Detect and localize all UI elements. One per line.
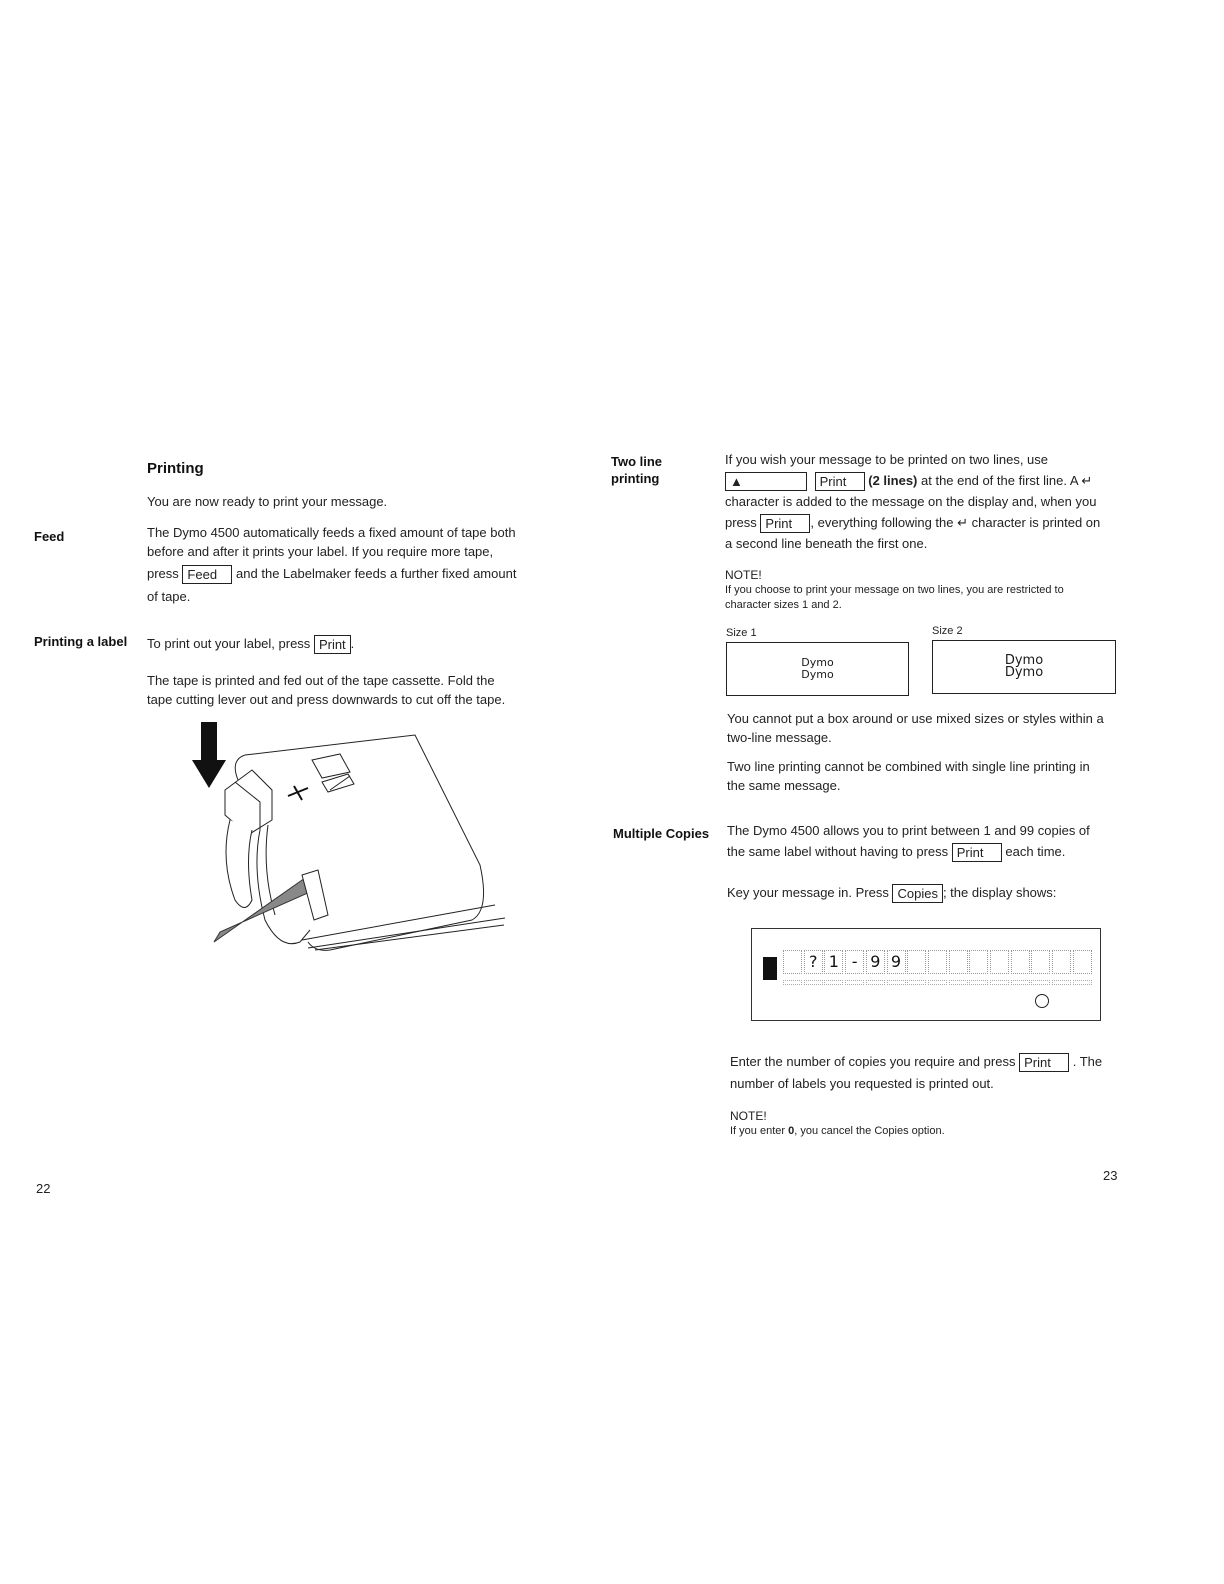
copies-enter-text: Enter the number of copies you require and press (730, 1054, 1016, 1069)
feed-line-1: The Dymo 4500 automatically feeds a fixed amount of tape both (147, 525, 516, 540)
feed-line-4: of tape. (147, 589, 191, 605)
feed-press-word: press (147, 566, 179, 581)
lcd-display (751, 928, 1101, 1021)
size-2-line-2: Dymo (1004, 665, 1044, 680)
copies-enter-end: . The (1072, 1054, 1103, 1069)
right-page-number: 23 (1103, 1168, 1118, 1183)
two-line-p2-line2: two-line message. (727, 730, 832, 745)
lcd-char-cell: 1 (824, 950, 843, 974)
feed-line-3 (147, 564, 567, 584)
print-key: Print (314, 635, 351, 654)
copies-enter-line2: number of labels you requested is printed out. (730, 1076, 994, 1091)
lcd-char-cell (1031, 950, 1050, 974)
two-line-line5: a second line beneath the first one. (725, 536, 928, 552)
size-1-line-1: Dymo (801, 656, 834, 669)
printing-label-end: . (350, 636, 355, 651)
side-heading-two-line (611, 453, 662, 487)
two-line-p2 (727, 709, 1104, 747)
two-line-line4 (725, 512, 1125, 533)
copies-key-end: ; the display shows: (942, 885, 1057, 900)
lcd-char-cell (783, 950, 802, 974)
side-heading-feed: Feed (34, 529, 65, 544)
print-key-enter: Print (1019, 1053, 1069, 1072)
copies-note-title: NOTE! (730, 1109, 767, 1123)
shift-key: ▲ (725, 472, 807, 491)
indicator-circle-icon (1034, 993, 1050, 1009)
two-line-press-word: press (725, 515, 757, 531)
lcd-cell-underline (1011, 980, 1030, 985)
lcd-char-cell (969, 950, 988, 974)
side-heading-printing-label: Printing a label (34, 634, 128, 649)
copies-line2 (727, 841, 1090, 862)
lcd-cell-underline (824, 980, 843, 985)
labelmaker-cutter-illustration (190, 720, 520, 970)
size-1-label: Size 1 (726, 627, 757, 639)
two-line-line1: If you wish your message to be printed on two lines, use (725, 452, 1049, 467)
feed-key: Feed (182, 565, 232, 584)
lcd-char-cell (907, 950, 926, 974)
lcd-cell-underline (845, 980, 864, 985)
two-lines-bold: (2 lines) (868, 473, 918, 488)
copies-line1: The Dymo 4500 allows you to print between 1 and 99 copies of (727, 823, 1090, 838)
lcd-cell-underline (783, 980, 802, 985)
copies-paragraph (727, 820, 1090, 862)
printing-label-p2-line1: The tape is printed and fed out of the tape cassette. Fold the (147, 673, 495, 688)
page-heading-printing: Printing (147, 460, 204, 477)
lcd-cell-underline (928, 980, 947, 985)
note-line-2: character sizes 1 and 2. (725, 599, 842, 611)
lcd-char-cell (990, 950, 1009, 974)
two-line-p2-line1: You cannot put a box around or use mixed sizes or styles within a (727, 711, 1104, 726)
lcd-cell-underline (887, 980, 906, 985)
size-2-sample-box (932, 640, 1116, 694)
copies-key-text: Key your message in. Press (727, 885, 889, 900)
lcd-cell-underline (949, 980, 968, 985)
lcd-char-cell (928, 950, 947, 974)
copies-enter-paragraph (730, 1051, 1102, 1095)
copies-key: Copies (892, 884, 942, 903)
copies-note-post: , you cancel the Copies option. (794, 1125, 945, 1137)
down-arrow-icon (192, 722, 226, 788)
copies-note-text (730, 1124, 945, 1139)
lcd-char-cell: - (845, 950, 864, 974)
lcd-char-cell (949, 950, 968, 974)
two-line-line2 (725, 470, 1125, 491)
feed-line-2: before and after it prints your label. If you require more tape, (147, 544, 494, 559)
lcd-cell-underline (1073, 980, 1092, 985)
two-line-side-2: printing (611, 471, 660, 486)
lcd-cell-underline (907, 980, 926, 985)
print-key-two-line: Print (815, 472, 865, 491)
lcd-cursor (763, 957, 777, 980)
two-line-p3-line1: Two line printing cannot be combined with single line printing in (727, 759, 1090, 774)
lcd-char-cell: 9 (866, 950, 885, 974)
copies-note (730, 1109, 945, 1139)
intro-text: You are now ready to print your message. (147, 494, 388, 509)
two-line-p3-line2: the same message. (727, 778, 841, 793)
copies-line2-text: the same label without having to press (727, 844, 949, 859)
note-title: NOTE! (725, 568, 762, 582)
two-line-paragraph (725, 449, 1125, 554)
two-line-side-1: Two line (611, 454, 663, 469)
copies-note-pre: If you enter (730, 1125, 789, 1137)
lcd-cell-underline (1052, 980, 1071, 985)
print-key-copies: Print (952, 843, 1002, 862)
two-line-line3: character is added to the message on the display and, when you (725, 494, 1097, 510)
size-2-line-1: Dymo (1004, 653, 1044, 668)
size-2-label: Size 2 (932, 625, 963, 637)
note-line-1: If you choose to print your message on two lines, you are restricted to (725, 584, 1064, 596)
two-line-after: at the end of the first line. A ↵ (921, 473, 1093, 488)
printing-label-text: To print out your label, press (147, 636, 311, 651)
copies-note-bold: 0 (788, 1125, 795, 1137)
lcd-char-cell: ? (804, 950, 823, 974)
copies-enter-line1 (730, 1051, 1102, 1073)
left-page-number: 22 (36, 1181, 51, 1196)
size-1-sample-box (726, 642, 909, 696)
lcd-cell-underline (990, 980, 1009, 985)
scissors-icon (288, 786, 308, 800)
two-line-after2: , everything following the ↵ character is printed on (810, 515, 1101, 531)
printing-label-line (147, 634, 354, 654)
lcd-char-cell (1073, 950, 1092, 974)
copies-key-line (727, 883, 1056, 903)
lcd-char-cell: 9 (887, 950, 906, 974)
lcd-char-cell (1011, 950, 1030, 974)
lcd-cell-underline (1031, 980, 1050, 985)
feed-paragraph (147, 523, 567, 606)
lcd-cell-underline (866, 980, 885, 985)
feed-after: and the Labelmaker feeds a further fixed amount (236, 566, 517, 581)
two-line-note (725, 568, 1064, 613)
two-line-p3 (727, 757, 1090, 795)
lcd-cell-underline (804, 980, 823, 985)
side-heading-multiple-copies: Multiple Copies (613, 826, 710, 841)
copies-line2-end: each time. (1005, 844, 1066, 859)
size-1-line-2: Dymo (801, 668, 834, 681)
print-key-two-line-2: Print (760, 514, 810, 533)
lcd-cell-underline (969, 980, 988, 985)
printing-label-p2-line2: tape cutting lever out and press downwards to cut off the tape. (147, 692, 506, 707)
printing-label-paragraph (147, 671, 505, 709)
lcd-char-cell (1052, 950, 1071, 974)
